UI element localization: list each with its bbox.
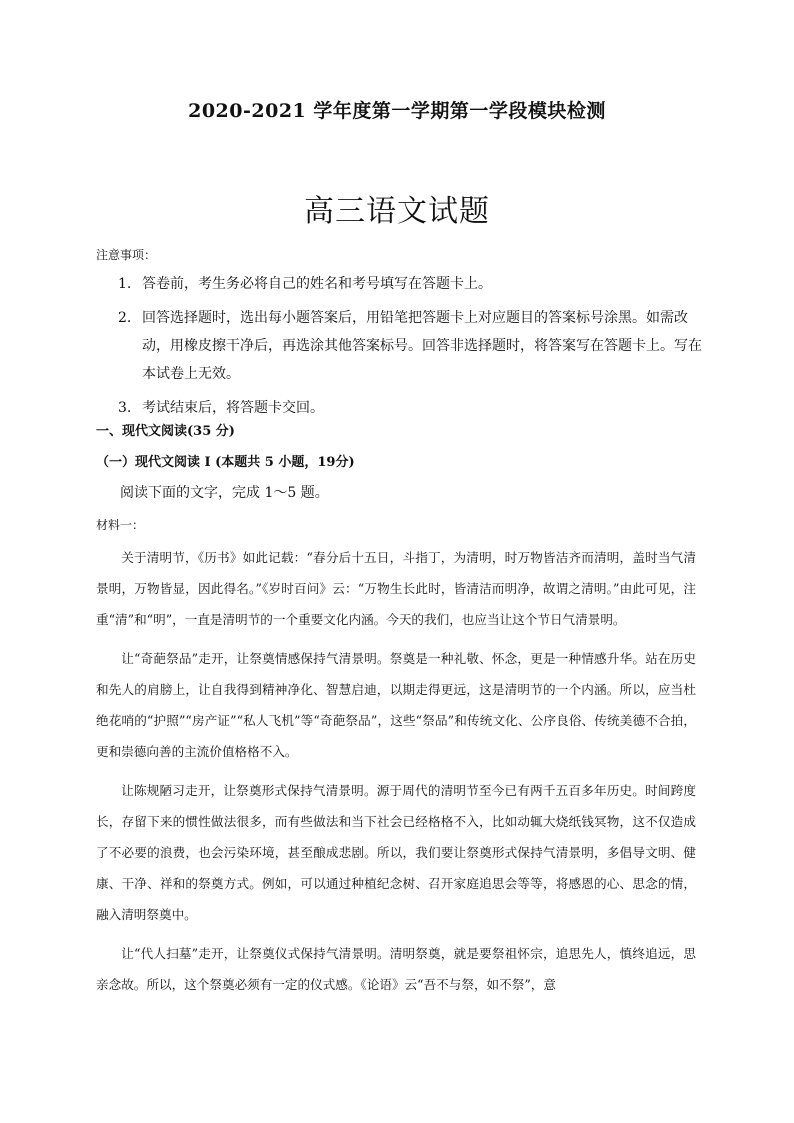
notice-item	[118, 270, 708, 298]
passage-paragraph: 让“代人扫墓”走开，让祭奠仪式保持气清景明。清明祭奠，就是要祭祖怀宗，追思先人，慎终追远，思亲念故。所以，这个祭奠必须有一定的仪式感。《论语》云“吾不与祭，如不祭”，意	[96, 946, 696, 992]
reading-passage	[96, 542, 696, 1008]
exam-period-header: 2020-2021 学年度第一学期第一学段模块检测	[188, 100, 606, 122]
passage-paragraph: 让“奇葩祭品”走开，让祭奠情感保持气清景明。祭奠是一种礼敬、怀念，更是一种情感升华。站在历史和先人的肩膀上，让自我得到精神净化、智慧启迪，以期走得更远，这是清明节的一个内涵。所以，应当杜绝花哨的“护照”“房产证”“私人飞机”等“奇葩祭品”，这些“祭品”和传统文化、公序良俗、传统美德不合拍，更和崇德向善的主流价值格格不入。	[96, 651, 696, 759]
material-label: 材料一：	[96, 518, 145, 532]
passage-paragraph: 让陈规陋习走开，让祭奠形式保持气清景明。源于周代的清明节至今已有两千五百多年历史。时间跨度长，存留下来的惯性做法很多，而有些做法和当下社会已经格格不入，比如动辄大烧纸钱冥物，这不仅造成了不必要的浪费，也会污染环境，甚至酿成悲剧。所以，我们要让祭奠形式保持气清景明，多倡导文明、健康、干净、祥和的祭奠方式。例如，可以通过种植纪念树、召开家庭追思会等等，将感恩的心、思念的情，融入清明祭奠中。	[96, 783, 696, 922]
notice-item	[118, 394, 708, 422]
notice-label: 注意事项：	[96, 248, 157, 262]
notice-item-number: 1.	[118, 276, 132, 292]
notice-item-number: 2.	[118, 310, 132, 326]
reading-instruction: 阅读下面的文字，完成 1～5 题。	[120, 485, 329, 501]
page-title: 高三语文试题	[304, 194, 490, 229]
notice-item-text: 答卷前，考生务必将自己的姓名和考号填写在答题卡上。	[142, 276, 492, 292]
notice-item-number: 3.	[118, 400, 132, 416]
notice-item	[118, 304, 708, 388]
section-title: 一、现代文阅读(35 分)	[96, 424, 235, 439]
passage-paragraph: 关于清明节，《历书》如此记载：“春分后十五日，斗指丁，为清明，时万物皆洁齐而清明，盖时当气清景明，万物皆显，因此得名。”《岁时百问》云：“万物生长此时，皆清洁而明净，故谓之清明。”由此可见，注重“清”和“明”，一直是清明节的一个重要文化内涵。今天的我们，也应当让这个节日气清景明。	[96, 550, 696, 627]
notice-list	[118, 270, 708, 428]
notice-item-text: 考试结束后，将答题卡交回。	[142, 400, 324, 416]
subsection-title: （一）现代文阅读 I (本题共 5 小题，19分)	[96, 455, 355, 470]
notice-item-text: 回答选择题时，选出每小题答案后，用铅笔把答题卡上对应题目的答案标号涂黑。如需改动，用橡皮擦干净后，再选涂其他答案标号。回答非选择题时，将答案写在答题卡上。写在本试卷上无效。	[142, 310, 702, 382]
